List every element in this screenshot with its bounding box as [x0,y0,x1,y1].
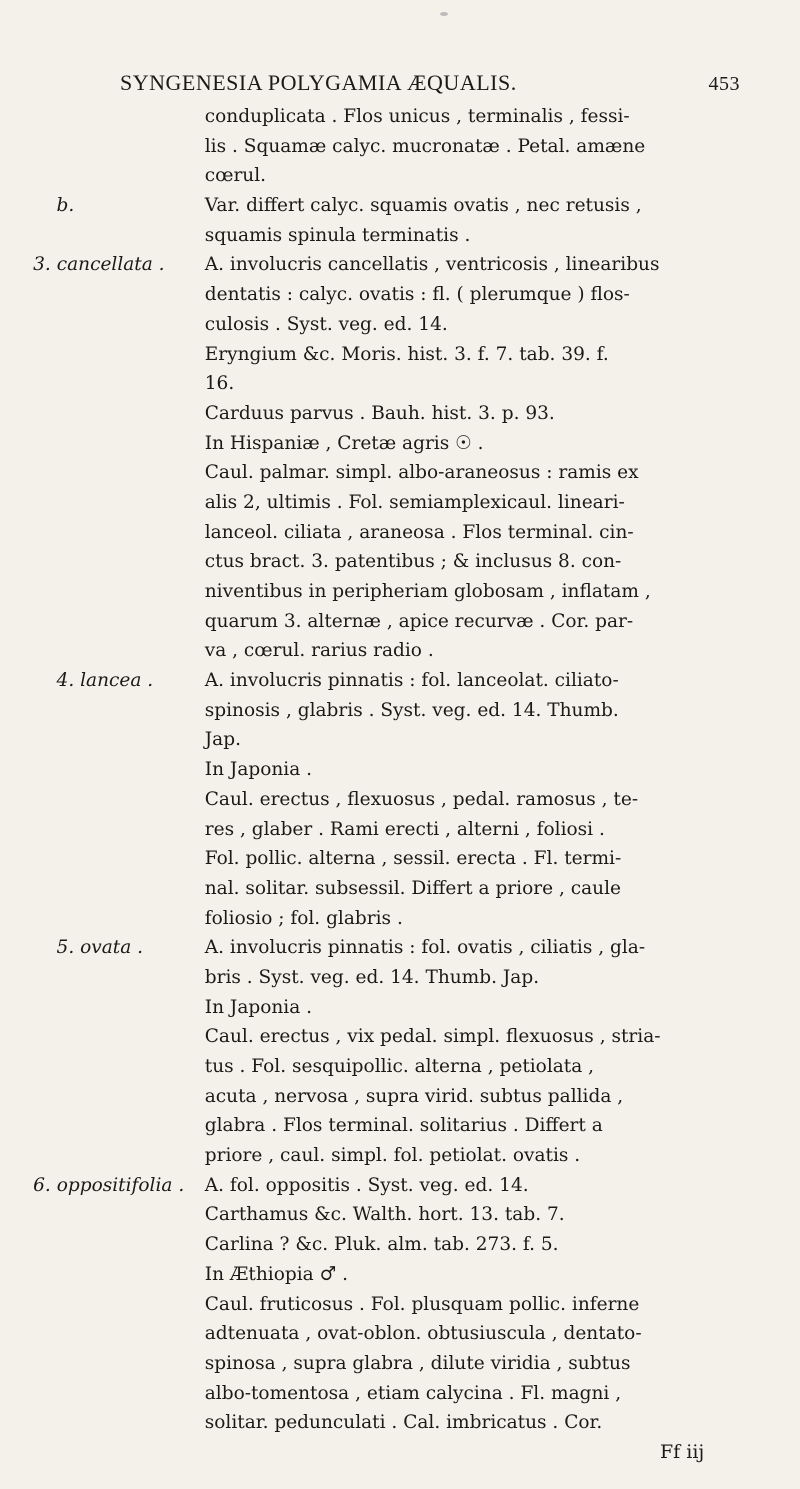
text-line [0,488,780,518]
line-text: niventibus in peripheriam globosam , inflatam , [204,580,651,602]
line-text: conduplicata . Flos unicus , terminalis , fessi- [204,105,630,127]
text-line [0,1379,780,1409]
line-text: lis . Squamæ calyc. mucronatæ . Petal. amæne [204,134,646,157]
line-text: Caul. erectus , flexuosus , pedal. ramosus , te- [204,787,639,810]
text-line [0,725,780,755]
text-line [0,132,780,162]
line-text: dentatis : calyc. ovatis : fl. ( plerumque ) flos- [204,283,630,306]
line-text: Carduus parvus . Bauh. hist. 3. p. 93. [204,401,555,424]
text-line [0,844,780,874]
line-text: Carlina ? &c. Pluk. alm. tab. 273. f. 5. [204,1233,559,1256]
line-text: bris . Syst. veg. ed. 14. Thumb. Jap. [204,965,540,988]
text-line [0,1082,780,1112]
text-line [0,250,780,280]
text-line [0,1230,780,1260]
species-label: 5. ovata . [56,936,144,959]
text-line [0,636,780,666]
text-line [0,785,780,815]
line-text: nal. solitar. subsessil. Differt a priore , caule [204,876,621,899]
species-label: b. [56,194,75,217]
line-text: foliosio ; fol. glabris . [204,906,403,929]
line-text: squamis spinula terminatis . [204,223,471,246]
text-line [0,666,780,696]
species-label: 3. cancellata . [33,253,165,276]
line-text: acuta , nervosa , supra virid. subtus pallida , [204,1084,624,1107]
line-text: solitar. pedunculati . Cal. imbricatus . Cor. [204,1411,603,1434]
text-line [0,310,780,340]
line-text: A. involucris pinnatis : fol. ovatis , ciliatis , gla- [204,936,646,959]
text-line [0,1408,780,1438]
line-text: Eryngium &c. Moris. hist. 3. f. 7. tab. 39. f. [204,342,609,365]
line-text: 16. [204,372,235,395]
line-text: Fol. pollic. alterna , sessil. erecta . Fl. termi- [204,847,622,870]
text-line [0,399,780,429]
text-body [0,102,800,1438]
text-line [0,1141,780,1171]
ink-mark [440,12,448,16]
line-text: In Japonia . [204,995,313,1018]
species-label: 6. oppositifolia . [33,1173,185,1196]
text-line [0,161,780,191]
text-line [0,933,780,963]
text-line [0,458,780,488]
line-text: lanceol. ciliata , araneosa . Flos terminal. cin- [204,520,634,543]
text-line [0,1111,780,1141]
text-line [0,815,780,845]
line-text: culosis . Syst. veg. ed. 14. [204,312,448,335]
text-line [0,1260,780,1290]
text-line [0,755,780,785]
line-text: Caul. fruticosus . Fol. plusquam pollic. inferne [204,1292,640,1315]
line-text: In Hispaniæ , Cretæ agris ☉ . [204,431,484,454]
signature-mark: Ff iij [660,1441,705,1463]
line-text: spinosis , glabris . Syst. veg. ed. 14. Thumb. [204,698,619,721]
text-line [0,577,780,607]
line-text: quarum 3. alternæ , apice recurvæ . Cor. par- [204,609,634,632]
text-line [0,1171,780,1201]
text-line [0,102,780,132]
line-text: Var. differt calyc. squamis ovatis , nec retusis , [204,194,642,217]
line-text: alis 2, ultimis . Fol. semiamplexicaul. lineari- [204,490,625,513]
line-text: va , cœrul. rarius radio . [204,639,434,662]
line-text: ctus bract. 3. patentibus ; & inclusus 8. con- [204,550,622,573]
text-line [0,547,780,577]
text-line [0,1319,780,1349]
line-text: spinosa , supra glabra , dilute viridia , subtus [204,1351,631,1374]
running-header [120,70,740,96]
line-text: A. fol. oppositis . Syst. veg. ed. 14. [204,1173,529,1196]
text-line [0,340,780,370]
line-text: tus . Fol. sesquipollic. alterna , petiolata , [204,1055,595,1077]
text-line [0,221,780,251]
text-line [0,1290,780,1320]
text-line [0,369,780,399]
species-label: 4. lancea . [56,669,154,692]
line-text: Jap. [204,728,241,751]
line-text: albo-tomentosa , etiam calycina . Fl. magni , [204,1381,622,1404]
line-text: A. involucris cancellatis , ventricosis , linearibus [204,253,660,276]
line-text: In Æthiopia ♂ . [204,1262,348,1285]
text-line [0,1022,780,1052]
text-line [0,963,780,993]
text-line [0,280,780,310]
header-title: SYNGENESIA POLYGAMIA ÆQUALIS. [120,70,517,95]
line-text: glabra . Flos terminal. solitarius . Differt a [204,1114,603,1137]
line-text: In Japonia . [204,758,313,781]
line-text: A. involucris pinnatis : fol. lanceolat. ciliato- [204,669,619,692]
line-text: cœrul. [204,164,267,187]
text-line [0,429,780,459]
line-text: res , glaber . Rami erecti , alterni , foliosi . [204,817,605,840]
line-text: Caul. palmar. simpl. albo-araneosus : ramis ex [204,461,639,484]
text-line [0,1052,780,1082]
text-line [0,191,780,221]
text-line [0,1349,780,1379]
line-text: adtenuata , ovat-oblon. obtusiuscula , dentato- [204,1322,642,1345]
page-number: 453 [708,73,740,95]
text-line [0,904,780,934]
line-text: Carthamus &c. Walth. hort. 13. tab. 7. [204,1203,565,1226]
text-line [0,993,780,1023]
text-line [0,607,780,637]
text-line [0,696,780,726]
line-text: Caul. erectus , vix pedal. simpl. flexuosus , stria- [204,1025,661,1048]
text-line [0,1200,780,1230]
text-line [0,874,780,904]
text-line [0,518,780,548]
line-text: priore , caul. simpl. fol. petiolat. ovatis . [204,1144,581,1167]
